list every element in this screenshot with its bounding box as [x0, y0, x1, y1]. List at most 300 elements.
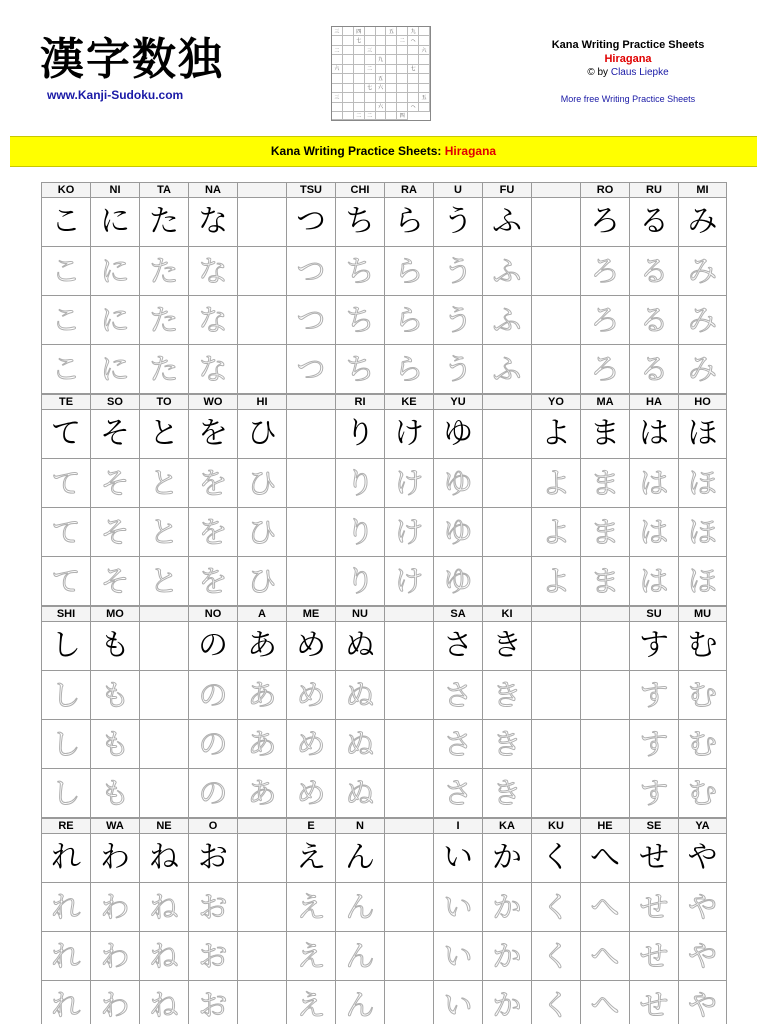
kana-model-cell: る — [629, 198, 678, 247]
romaji-label — [580, 606, 629, 622]
sudoku-thumb-cell — [386, 93, 397, 102]
kana-model-cell: み — [678, 198, 727, 247]
kana-trace-cell: む — [678, 671, 727, 720]
romaji-label: HI — [237, 394, 286, 410]
sudoku-thumb-cell: 二 — [332, 46, 343, 55]
kana-model-cell: ひ — [237, 410, 286, 459]
site-logo[interactable]: 漢字数独 — [40, 34, 224, 85]
kana-trace-cell: ね — [139, 932, 188, 981]
romaji-label: SU — [629, 606, 678, 622]
kana-trace-cell — [384, 883, 433, 932]
kana-model-cell: か — [482, 834, 531, 883]
kana-trace-cell — [531, 671, 580, 720]
sudoku-thumb-cell — [354, 65, 365, 74]
kana-trace-cell: う — [433, 345, 482, 394]
kana-model-cell: も — [90, 622, 139, 671]
kana-trace-cell: ひ — [237, 508, 286, 557]
copyright-line — [500, 66, 756, 80]
sudoku-thumb-cell — [397, 84, 408, 93]
romaji-label: HO — [678, 394, 727, 410]
sudoku-thumb-cell — [343, 112, 354, 120]
kana-block — [41, 182, 727, 394]
kana-trace-cell: い — [433, 883, 482, 932]
sudoku-thumb-cell — [354, 46, 365, 55]
kana-trace-cell: よ — [531, 508, 580, 557]
romaji-label: NA — [188, 182, 237, 198]
kana-trace-cell — [139, 671, 188, 720]
kana-trace-cell — [531, 345, 580, 394]
sudoku-thumb-cell — [354, 84, 365, 93]
sudoku-thumb-cell — [419, 103, 430, 112]
kana-model-row — [41, 834, 727, 883]
kana-trace-cell: あ — [237, 720, 286, 769]
romaji-label: KO — [41, 182, 90, 198]
kana-trace-cell — [237, 296, 286, 345]
kana-block — [41, 818, 727, 1024]
kana-trace-cell: と — [139, 508, 188, 557]
kana-trace-cell: ち — [335, 247, 384, 296]
kana-trace-cell: め — [286, 769, 335, 818]
kana-trace-cell: ま — [580, 557, 629, 606]
kana-trace-cell: し — [41, 769, 90, 818]
kana-model-cell: の — [188, 622, 237, 671]
sudoku-thumb-cell — [376, 36, 387, 45]
kana-trace-cell: へ — [580, 932, 629, 981]
romaji-label: RI — [335, 394, 384, 410]
kana-trace-cell: ち — [335, 345, 384, 394]
sudoku-thumb-cell — [376, 65, 387, 74]
kana-trace-row — [41, 981, 727, 1024]
kana-model-cell: つ — [286, 198, 335, 247]
kana-trace-cell: う — [433, 247, 482, 296]
kana-model-cell: ほ — [678, 410, 727, 459]
sudoku-thumb-cell: 九 — [376, 55, 387, 64]
romaji-label: MO — [90, 606, 139, 622]
sudoku-thumb-cell — [343, 55, 354, 64]
romaji-label: MA — [580, 394, 629, 410]
kana-block — [41, 606, 727, 818]
kana-trace-cell: け — [384, 557, 433, 606]
kana-trace-cell: ら — [384, 247, 433, 296]
kana-trace-cell: ひ — [237, 557, 286, 606]
kana-trace-cell — [531, 296, 580, 345]
kana-trace-cell: ゆ — [433, 508, 482, 557]
kana-model-cell: た — [139, 198, 188, 247]
romaji-label: RO — [580, 182, 629, 198]
kana-model-cell: そ — [90, 410, 139, 459]
kana-model-cell: こ — [41, 198, 90, 247]
romaji-label: TE — [41, 394, 90, 410]
kana-trace-cell: む — [678, 769, 727, 818]
kana-model-cell: い — [433, 834, 482, 883]
kana-model-cell: し — [41, 622, 90, 671]
sudoku-thumb-cell — [408, 93, 419, 102]
kana-model-cell: わ — [90, 834, 139, 883]
kana-block — [41, 394, 727, 606]
kana-trace-cell: よ — [531, 557, 580, 606]
kana-trace-cell: ん — [335, 932, 384, 981]
kana-trace-cell — [580, 720, 629, 769]
kana-trace-cell: む — [678, 720, 727, 769]
sudoku-thumb-cell: ヘ — [408, 103, 419, 112]
kana-trace-cell: さ — [433, 769, 482, 818]
kana-trace-cell: も — [90, 671, 139, 720]
kana-model-cell: り — [335, 410, 384, 459]
kana-model-cell: ね — [139, 834, 188, 883]
kana-trace-cell: は — [629, 508, 678, 557]
kana-trace-cell: あ — [237, 769, 286, 818]
kana-trace-cell: を — [188, 459, 237, 508]
romaji-label: YU — [433, 394, 482, 410]
kana-trace-cell: く — [531, 883, 580, 932]
romaji-label — [384, 606, 433, 622]
kana-trace-cell: り — [335, 557, 384, 606]
sudoku-thumb-cell — [376, 112, 387, 120]
kana-model-cell: ん — [335, 834, 384, 883]
kana-trace-cell: ね — [139, 981, 188, 1024]
romaji-label: NI — [90, 182, 139, 198]
kana-trace-cell — [384, 981, 433, 1024]
sudoku-thumb-cell: 二 — [354, 112, 365, 120]
copyright-prefix: © by — [587, 67, 609, 78]
kana-trace-cell: り — [335, 459, 384, 508]
kana-trace-cell: せ — [629, 932, 678, 981]
romaji-label — [139, 606, 188, 622]
sudoku-thumb-cell — [354, 55, 365, 64]
sudoku-thumb-cell: 六 — [376, 84, 387, 93]
kana-trace-cell: の — [188, 720, 237, 769]
kana-model-cell: と — [139, 410, 188, 459]
romaji-label: NO — [188, 606, 237, 622]
kana-trace-row — [41, 508, 727, 557]
romaji-label: SHI — [41, 606, 90, 622]
kana-trace-cell — [286, 557, 335, 606]
sudoku-thumb-cell — [397, 27, 408, 36]
kana-model-cell: ゆ — [433, 410, 482, 459]
sudoku-thumb-cell: 三 — [365, 46, 376, 55]
kana-model-cell: え — [286, 834, 335, 883]
sudoku-thumb-cell — [419, 55, 430, 64]
kana-trace-row — [41, 671, 727, 720]
kana-trace-cell — [384, 720, 433, 769]
kana-trace-cell: こ — [41, 296, 90, 345]
romaji-label: FU — [482, 182, 531, 198]
kana-trace-cell: た — [139, 296, 188, 345]
romaji-label: TA — [139, 182, 188, 198]
kana-model-cell: ら — [384, 198, 433, 247]
kana-trace-cell: あ — [237, 671, 286, 720]
kana-model-row — [41, 410, 727, 459]
kana-model-cell — [384, 622, 433, 671]
kana-trace-cell: を — [188, 508, 237, 557]
kana-trace-row — [41, 459, 727, 508]
romaji-label: TSU — [286, 182, 335, 198]
sudoku-thumb-cell: 七 — [408, 65, 419, 74]
kana-trace-cell: す — [629, 671, 678, 720]
romaji-label: WA — [90, 818, 139, 834]
romaji-label — [237, 182, 286, 198]
kana-trace-cell: か — [482, 883, 531, 932]
romaji-label: ME — [286, 606, 335, 622]
sudoku-thumb-cell — [332, 112, 343, 120]
sudoku-thumb-cell — [386, 112, 397, 120]
sudoku-thumb-cell — [419, 65, 430, 74]
banner-highlight: Hiragana — [444, 144, 497, 158]
sudoku-thumb-cell — [386, 55, 397, 64]
kana-model-cell: せ — [629, 834, 678, 883]
sudoku-thumb-cell — [332, 36, 343, 45]
kana-trace-row — [41, 883, 727, 932]
sudoku-thumb-cell — [343, 65, 354, 74]
romaji-label: O — [188, 818, 237, 834]
sudoku-thumb-cell: 六 — [332, 65, 343, 74]
kana-trace-cell: と — [139, 557, 188, 606]
sudoku-thumb-cell — [419, 84, 430, 93]
sudoku-thumb-cell — [332, 84, 343, 93]
romaji-label — [237, 818, 286, 834]
title-banner — [10, 136, 757, 167]
kana-model-row — [41, 622, 727, 671]
kana-trace-cell: て — [41, 557, 90, 606]
romaji-label: WO — [188, 394, 237, 410]
sudoku-thumb-cell: 四 — [397, 112, 408, 120]
romaji-label: N — [335, 818, 384, 834]
kana-model-cell: れ — [41, 834, 90, 883]
kana-trace-cell — [482, 459, 531, 508]
kana-trace-cell: ふ — [482, 247, 531, 296]
sudoku-thumb-cell — [354, 93, 365, 102]
sudoku-thumb-cell — [332, 55, 343, 64]
kana-trace-cell: え — [286, 883, 335, 932]
sudoku-thumb-cell: 三 — [332, 27, 343, 36]
kana-trace-row — [41, 720, 727, 769]
kana-model-cell: め — [286, 622, 335, 671]
kana-model-cell: や — [678, 834, 727, 883]
kana-trace-cell — [237, 247, 286, 296]
romaji-label: A — [237, 606, 286, 622]
kana-trace-cell: け — [384, 459, 433, 508]
more-sheets-link[interactable]: More free Writing Practice Sheets — [560, 94, 696, 104]
romaji-label: RE — [41, 818, 90, 834]
kana-trace-cell: ま — [580, 508, 629, 557]
romaji-label: KA — [482, 818, 531, 834]
sudoku-thumb-cell — [343, 103, 354, 112]
sudoku-thumb-cell — [365, 27, 376, 36]
kana-trace-cell: は — [629, 459, 678, 508]
sudoku-thumb-cell — [376, 93, 387, 102]
kana-trace-cell: れ — [41, 932, 90, 981]
romaji-label: KE — [384, 394, 433, 410]
sudoku-thumb-cell — [419, 27, 430, 36]
kana-trace-cell: ろ — [580, 345, 629, 394]
kana-trace-cell: こ — [41, 247, 90, 296]
kana-trace-cell: さ — [433, 671, 482, 720]
romaji-label: RA — [384, 182, 433, 198]
kana-trace-cell: め — [286, 720, 335, 769]
kana-trace-row — [41, 247, 727, 296]
kana-trace-cell: ひ — [237, 459, 286, 508]
kana-model-cell — [482, 410, 531, 459]
kana-trace-cell — [237, 345, 286, 394]
kana-trace-cell — [237, 932, 286, 981]
kana-trace-cell — [384, 932, 433, 981]
sudoku-thumb-cell — [397, 74, 408, 83]
kana-model-cell — [531, 198, 580, 247]
kana-trace-cell: ろ — [580, 247, 629, 296]
kana-trace-cell: わ — [90, 883, 139, 932]
romaji-label-row — [41, 606, 727, 622]
kana-trace-cell: ん — [335, 981, 384, 1024]
romaji-label: NE — [139, 818, 188, 834]
kana-trace-cell: に — [90, 296, 139, 345]
kana-trace-cell: お — [188, 981, 237, 1024]
kana-model-cell — [384, 834, 433, 883]
romaji-label — [482, 394, 531, 410]
kana-model-cell: す — [629, 622, 678, 671]
kana-trace-cell: へ — [580, 883, 629, 932]
kana-model-cell — [139, 622, 188, 671]
sudoku-thumb-cell — [408, 74, 419, 83]
sudoku-thumb-cell — [332, 74, 343, 83]
sudoku-thumb-cell — [365, 36, 376, 45]
sudoku-thumb-cell — [408, 46, 419, 55]
kana-trace-cell: や — [678, 932, 727, 981]
kana-trace-cell: そ — [90, 508, 139, 557]
sudoku-thumb-cell — [365, 74, 376, 83]
romaji-label: SE — [629, 818, 678, 834]
kana-trace-cell: ら — [384, 345, 433, 394]
kana-model-cell: う — [433, 198, 482, 247]
sudoku-thumb-cell — [343, 74, 354, 83]
kana-model-cell — [531, 622, 580, 671]
kana-trace-cell: く — [531, 981, 580, 1024]
kana-trace-cell: せ — [629, 883, 678, 932]
kana-trace-cell: う — [433, 296, 482, 345]
romaji-label: HA — [629, 394, 678, 410]
kana-trace-cell — [580, 769, 629, 818]
sudoku-thumb-cell — [397, 65, 408, 74]
kana-practice-grid — [41, 182, 727, 1024]
sudoku-thumb-cell — [365, 93, 376, 102]
sudoku-thumb-cell — [397, 55, 408, 64]
kana-model-cell — [237, 834, 286, 883]
kana-trace-cell — [286, 508, 335, 557]
kana-trace-cell: な — [188, 296, 237, 345]
kana-trace-cell: れ — [41, 981, 90, 1024]
kana-model-cell: を — [188, 410, 237, 459]
kana-trace-cell: け — [384, 508, 433, 557]
sudoku-thumb-cell — [397, 103, 408, 112]
kana-model-cell: に — [90, 198, 139, 247]
kana-model-cell — [237, 198, 286, 247]
kana-model-cell: ぬ — [335, 622, 384, 671]
kana-trace-cell: つ — [286, 247, 335, 296]
author-link[interactable]: Claus Liepke — [610, 67, 669, 78]
sudoku-thumb-cell: 二 — [365, 65, 376, 74]
banner-prefix: Kana Writing Practice Sheets: — [270, 144, 445, 158]
header-info — [500, 38, 756, 105]
kana-trace-cell: す — [629, 769, 678, 818]
kana-trace-cell: る — [629, 247, 678, 296]
sudoku-thumb-cell — [376, 46, 387, 55]
kana-trace-row — [41, 557, 727, 606]
kana-trace-cell: に — [90, 345, 139, 394]
kana-trace-cell: え — [286, 932, 335, 981]
sudoku-thumb-cell — [343, 84, 354, 93]
sudoku-thumb-cell: 四 — [354, 27, 365, 36]
kana-model-cell: む — [678, 622, 727, 671]
kana-trace-cell — [482, 508, 531, 557]
kana-trace-cell: ね — [139, 883, 188, 932]
kana-trace-cell: す — [629, 720, 678, 769]
kana-trace-cell: し — [41, 720, 90, 769]
sudoku-thumb-cell: 五 — [376, 74, 387, 83]
kana-trace-cell: ん — [335, 883, 384, 932]
kana-trace-cell: み — [678, 345, 727, 394]
kana-trace-cell: の — [188, 769, 237, 818]
romaji-label — [286, 394, 335, 410]
kana-trace-cell: く — [531, 932, 580, 981]
sudoku-thumb-cell: 三 — [332, 93, 343, 102]
kana-trace-cell: ろ — [580, 296, 629, 345]
kana-trace-cell: よ — [531, 459, 580, 508]
kana-model-cell — [580, 622, 629, 671]
kana-model-cell: ま — [580, 410, 629, 459]
kana-trace-cell: そ — [90, 459, 139, 508]
sudoku-thumb-cell: 二 — [397, 36, 408, 45]
kana-trace-cell: ほ — [678, 508, 727, 557]
kana-trace-cell — [139, 769, 188, 818]
kana-trace-cell: ぬ — [335, 671, 384, 720]
kana-trace-cell: ゆ — [433, 459, 482, 508]
sudoku-thumb-cell: 六 — [419, 46, 430, 55]
sudoku-thumb-cell — [386, 74, 397, 83]
sudoku-thumb-cell: 五 — [386, 27, 397, 36]
page-header — [0, 0, 768, 134]
kana-trace-cell: き — [482, 720, 531, 769]
kana-model-cell: ち — [335, 198, 384, 247]
sudoku-thumb-cell — [386, 46, 397, 55]
romaji-label: TO — [139, 394, 188, 410]
romaji-label: HE — [580, 818, 629, 834]
kana-trace-cell: か — [482, 932, 531, 981]
kana-trace-cell: も — [90, 720, 139, 769]
romaji-label: YO — [531, 394, 580, 410]
kana-trace-cell: い — [433, 981, 482, 1024]
kana-trace-cell: わ — [90, 932, 139, 981]
sudoku-thumbnail — [331, 26, 431, 121]
kana-trace-cell — [286, 459, 335, 508]
kana-trace-cell: ぬ — [335, 720, 384, 769]
kana-trace-cell: や — [678, 981, 727, 1024]
kana-trace-cell: な — [188, 247, 237, 296]
kana-trace-cell: き — [482, 769, 531, 818]
site-url-link[interactable]: www.Kanji-Sudoku.com — [47, 88, 184, 102]
romaji-label: E — [286, 818, 335, 834]
kana-trace-cell — [139, 720, 188, 769]
kana-trace-cell: え — [286, 981, 335, 1024]
kana-trace-cell: へ — [580, 981, 629, 1024]
romaji-label: MI — [678, 182, 727, 198]
sudoku-thumb-cell — [408, 84, 419, 93]
romaji-label: SA — [433, 606, 482, 622]
kana-model-cell: は — [629, 410, 678, 459]
sudoku-thumb-cell: ヘ — [408, 36, 419, 45]
kana-model-cell: へ — [580, 834, 629, 883]
sudoku-thumb-cell: 二 — [365, 112, 376, 120]
sudoku-thumb-cell — [408, 55, 419, 64]
kana-trace-cell: さ — [433, 720, 482, 769]
